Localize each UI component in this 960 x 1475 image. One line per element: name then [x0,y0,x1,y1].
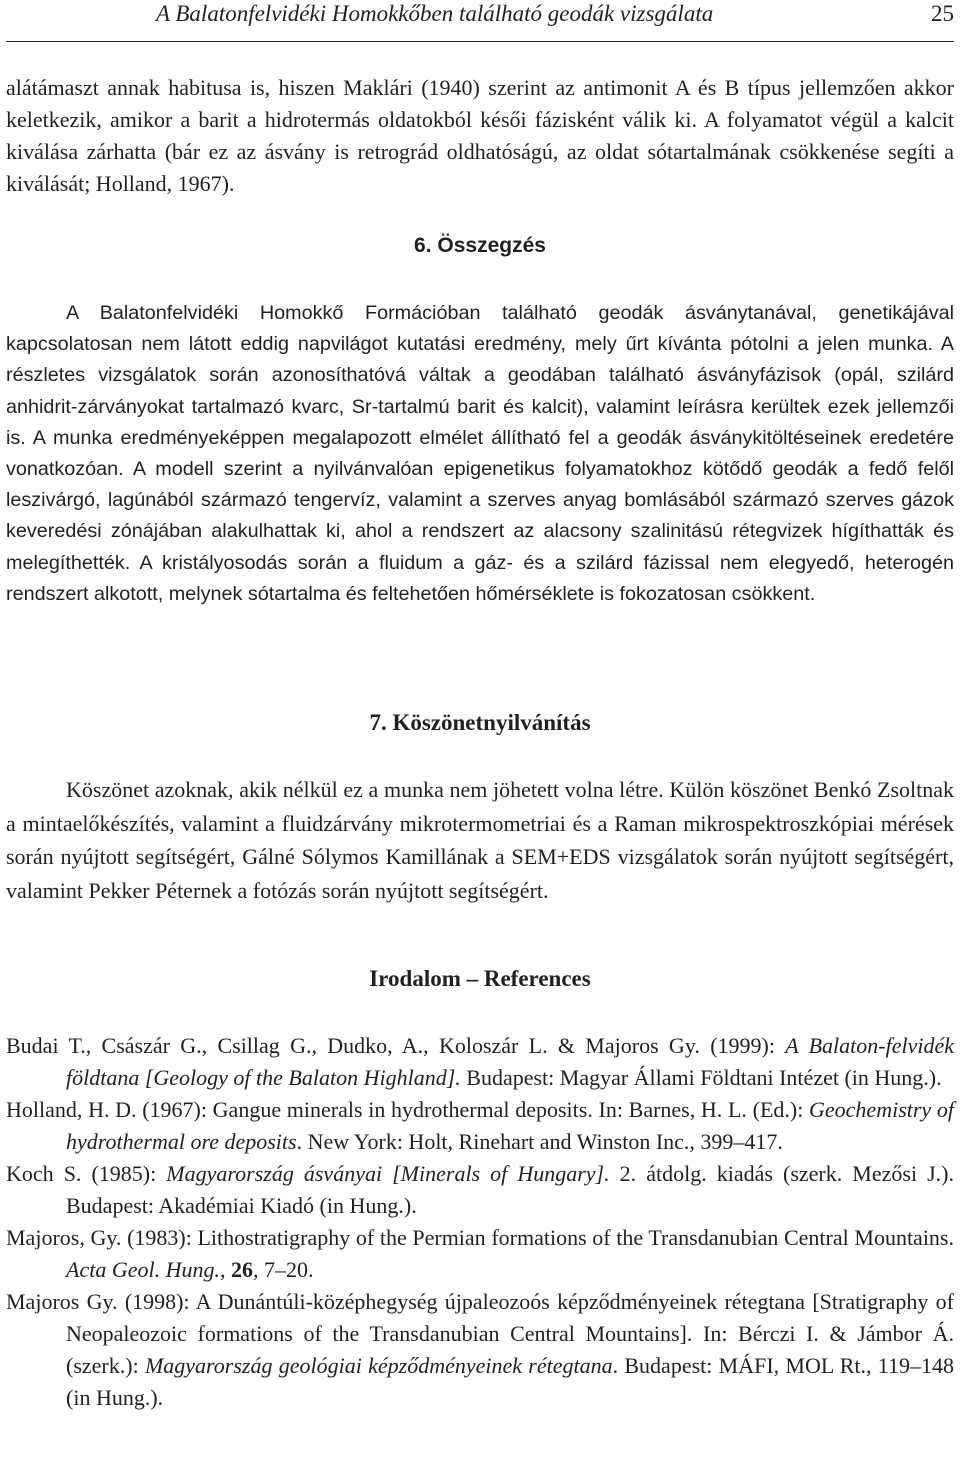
reference-title: A Balaton-felvidék földtana [Geology of the Balaton Highland]. [66,1033,954,1090]
reference-title: Geochemistry of hydrothermal ore deposits [66,1097,954,1154]
reference-journal: Acta Geol. Hung. [66,1257,220,1282]
running-title: A Balatonfelvidéki Homokkőben található geodák vizsgálata [156,1,714,26]
reference-separator: , [219,1257,231,1282]
reference-pages: , 7–20. [252,1257,314,1282]
reference-authors: Majoros, Gy. (1983): Lithostratigraphy of the Permian formations of the Transdanubian Central Mountains. [6,1225,954,1250]
reference-volume: 26 [230,1257,253,1282]
section-6-heading: 6. Összegzés [414,234,546,257]
reference-title: Magyarország geológiai képződményeinek rétegtana [144,1353,613,1378]
reference-item [6,1222,954,1286]
reference-publisher: . Budapest: MÁFI, MOL Rt., 119–148 (in Hung.). [66,1353,954,1410]
running-header [6,0,954,42]
acknowledgements-paragraph: Köszönet azoknak, akik nélkül ez a munka nem jöhetett volna létre. Külön köszönet Benkó Zsoltnak a mintaelőkészítés, valamint a fluidzárvány mikrotermometriai és a Raman mikrospektroszkópiai mérések során nyújtott segítségért, Gálné Sólymos Kamillának a SEM+EDS vizsgálatok során nyújtott segítségért, valamint Pekker Péternek a fotózás során nyújtott segítségért. [6,777,954,903]
reference-authors: Holland, H. D. (1967): Gangue minerals in hydrothermal deposits. In: Barnes, H. L. (Ed.): [6,1097,810,1122]
page-number: 25 [931,1,954,26]
reference-publisher: Budapest: Magyar Állami Földtani Intézet (in Hung.). [460,1065,942,1090]
references-heading: Irodalom – References [369,966,591,991]
intro-paragraph: alátámaszt annak habitusa is, hiszen Maklári (1940) szerint az antimonit A és B típus jellemzően akkor keletkezik, amikor a barit a hidrotermás oldatokból késői fázisként válik ki. A folyamatot végül a kalcit kiválása zárhatta (bár ez az ásvány is retrográd oldhatóságú, az oldat sótartalmának csökkenése segíti a kiválását; Holland, 1967). [6,75,954,196]
reference-list [6,1030,954,1414]
summary-paragraph: A Balatonfelvidéki Homokkő Formációban található geodák ásványtanával, genetikájával kapcsolatosan nem látott eddig napvilágot kutatási eredmény, mely űrt kívánta pótolni a jelen munka. A részletes vizsgálatok során azonosíthatóvá váltak a geodában található ásványfázisok (opál, szilárd anhidrit-zárványokat tartalmazó kvarc, Sr-tartalmú barit és kalcit), valamint leírásra kerültek ezek jellemzői is. A munka eredményeképpen megalapozott elmélet állítható fel a geodák ásványkitöltéseinek eredetére vonatkozóan. A modell szerint a nyilvánvalóan epigenetikus folyamatokhoz kötődő geodák a fedő felől leszivárgó, lagúnából származó tengervíz, valamint a szerves anyag bomlásából származó szerves gázok keveredési zónájában alakulhattak ki, ahol a rendszert az alacsony szalinitású rétegvizek hígíthatták és melegíthették. A kristályosodás során a fluidum a gáz- és a szilárd fázissal nem elegyedő, heterogén rendszert alkotott, melynek sótartalma és feltehetően hőmérséklete is fokozatosan csökkent. [6,302,954,605]
section-7-heading: 7. Köszönetnyilvánítás [369,710,591,735]
reference-item [6,1286,954,1414]
reference-authors: Majoros Gy. (1998): A Dunántúli-középhegység újpaleozoós képződményeinek rétegtana [Stratigraphy of Neopaleozoic formations of the Transdanubian Central Mountains]. In: Bérczi I. & Jámbor Á. (szerk.): [6,1289,954,1378]
reference-item [6,1158,954,1222]
reference-publisher: 2. átdolg. kiadás (szerk. Mezősi J.). Budapest: Akadémiai Kiadó (in Hung.). [66,1161,954,1218]
reference-authors: Budai T., Császár G., Csillag G., Dudko, A., Koloszár L. & Majoros Gy. (1999): [6,1033,786,1058]
reference-publisher: . New York: Holt, Rinehart and Winston Inc., 399–417. [296,1129,783,1154]
reference-item [6,1094,954,1158]
reference-authors: Koch S. (1985): [6,1161,167,1186]
reference-title: Magyarország ásványai [Minerals of Hungary]. [166,1161,610,1186]
reference-item [6,1030,954,1094]
